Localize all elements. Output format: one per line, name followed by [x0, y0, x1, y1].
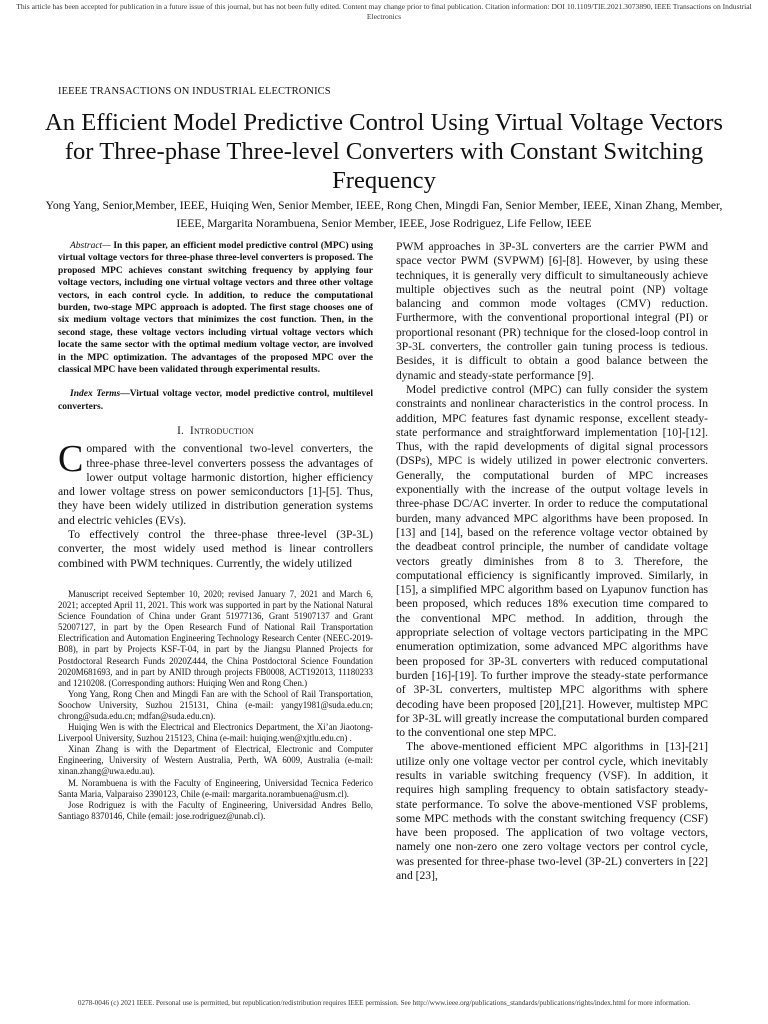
- publication-notice: This article has been accepted for publication in a future issue of this journal, but has not been fully edited. Content may change prior to final publication. Citation information: DOI 10.1109/TIE.2021.3073890, IEEE Transactions on Industrial Electronics: [16, 2, 752, 21]
- body-paragraph: Model predictive control (MPC) can fully consider the system constraints and nonlinear characteristics in the control process. In addition, MPC features fast dynamic response, excellent steady-state performance and straightforward implementation [10]-[12]. Thus, with the rapid developments of digital signal processors (DSPs), MPC is widely utilized in power electronic converters. Generally, the computational burden of MPC increases exponentially with the increase of the output voltage levels in three-phase DC/AC inverter. In order to reduce the computational burden, many advanced MPC algorithms have been proposed. In [13] and [14], based on the reference voltage vector obtained by the deadbeat control principle, the number of candidate voltage vectors greatly diminishes from 8 to 3. Therefore, the computational efficiency is significantly improved. Similarly, in [15], a simplified MPC algorithm based on Lyapunov function has been proposed, which reduces 18% execution time compared to the conventional MPC method. In addition, through the appropriate selection of voltage vectors participating in the MPC enumeration optimization, some advanced MPC algorithms have been proposed for 3P-3L converters with reduced computational burden [16]-[19]. To further improve the steady-state performance of 3P-3L converters, multistep MPC algorithms with sphere decoding have been proposed [20],[21]. However, multistep MPC for 3P-3L will greatly increase the computational burden compared to the conventional one step MPC.: [396, 382, 708, 740]
- paper-title: An Efficient Model Predictive Control Using Virtual Voltage Vectors for Three-phase Three-level Converters with Constant Switching Frequency: [45, 109, 723, 194]
- abstract: [58, 240, 373, 376]
- abstract-label: Abstract—: [70, 241, 111, 251]
- left-column: [58, 240, 373, 822]
- drop-cap: C: [58, 438, 84, 481]
- intro-paragraph-1: [58, 438, 373, 528]
- footnote-affiliation: Huiqing Wen is with the Electrical and Electronics Department, the Xi’an Jiaotong-Liverpool University, Suzhou 215123, China (e-mail: huiqing.wen@xjtlu.edu.cn) .: [58, 722, 373, 744]
- intro-paragraph-1-text: ompared with the conventional two-level converters, the three-phase three-level converters possess the advantages of lower output voltage harmonic distortion, higher efficiency and lower voltage stress on power semiconductors [1]-[5]. Thus, they have been widely utilized in distribution generation systems and electric vehicles (EVs).: [58, 442, 373, 527]
- right-column: [396, 240, 708, 883]
- index-terms-label: Index Terms—: [70, 389, 130, 400]
- footnote-affiliation: Yong Yang, Rong Chen and Mingdi Fan are with the School of Rail Transportation, Soochow University, Suzhou 215131, China (e-mail: yangy1981@suda.edu.cn; chrong@suda.edu.cn; mdfan@suda.edu.cn).: [58, 688, 373, 721]
- copyright-footer: 0278-0046 (c) 2021 IEEE. Personal use is permitted, but republication/redistribution requires IEEE permission. See http://www.ieee.org/publications_standards/publications/rights/index.html for more information.: [77, 999, 691, 1007]
- section-title: Introduction: [190, 425, 254, 438]
- footnotes: [58, 589, 373, 822]
- footnote-affiliation: M. Norambuena is with the Faculty of Engineering, Universidad Tecnica Federico Santa Maria, Valparaiso 2390123, Chile (e-mail: margarita.norambuena@usm.cl).: [58, 777, 373, 799]
- footnote-affiliation: Xinan Zhang is with the Department of Electrical, Electronic and Computer Engineering, University of Western Australia, Perth, WA 6009, Australia (e-mail: xinan.zhang@uwa.edu.au).: [58, 744, 373, 777]
- section-number: I.: [177, 425, 185, 438]
- body-paragraph: PWM approaches in 3P-3L converters are the carrier PWM and space vector PWM (SVPWM) [6]-[8]. However, by using these techniques, it is generally very difficult to simultaneously achieve multiple objectives such as the neutral point (NP) voltage balancing and common mode voltages (CMV) reduction. Furthermore, with the conventional proportional integral (PI) or proportional resonant (PR) technique for the closed-loop control in 3P-3L converters, the controller gain tuning process is tedious. Besides, it is difficult to obtain a good balance between the dynamic and steady-state performance [9].: [396, 240, 708, 382]
- footnote-affiliation: Jose Rodriguez is with the Faculty of Engineering, Universidad Andres Bello, Santiago 8370146, Chile (email: jose.rodriguez@unab.cl).: [58, 799, 373, 821]
- author-list: Yong Yang, Senior,Member, IEEE, Huiqing Wen, Senior Member, IEEE, Rong Chen, Mingdi Fan, Senior Member, IEEE, Xinan Zhang, Member, IEEE, Margarita Norambuena, Senior Member, IEEE, Jose Rodriguez, Life Fellow, IEEE: [45, 199, 723, 230]
- body-paragraph: The above-mentioned efficient MPC algorithms in [13]-[21] utilize only one voltage vector per control cycle, which inevitably results in variable switching frequency (VSF). In addition, it requires high sampling frequency to obtain satisfactory steady-state performance. To solve the above-mentioned VSF problems, some MPC methods with the constant switching frequency (CSF) have been proposed. The application of two voltage vectors, namely one non-zero one zero voltage vectors per control cycle, was presented for three-phase two-level (3P-2L) converters in [22] and [23],: [396, 740, 708, 883]
- journal-header: IEEEE TRANSACTIONS ON INDUSTRIAL ELECTRONICS: [58, 86, 331, 97]
- footnote-manuscript: Manuscript received September 10, 2020; revised January 7, 2021 and March 6, 2021; accepted April 11, 2021. This work was supported in part by the National Natural Science Foundation of China under Grant 51977136, Grant 51907137 and Grant 52007127, in part by the Open Research Fund of National Rail Transportation Electrification and Automation Engineering Technology Research Center (NEEC-2019-B08), in part by Projects KSF-T-04, in part by the Jiangsu Planned Projects for Postdoctoral Research Funds 2020Z444, the China Postdoctoral Science Foundation 2020M681693, and in part by ANID through projects FB0008, ACT192013, 11180233 and 1210208. (Corresponding authors: Huiqing Wen and Rong Chen.): [58, 588, 373, 688]
- abstract-text: In this paper, an efficient model predictive control (MPC) using virtual voltage vectors for three-phase three-level converters is proposed. The proposed MPC achieves constant switching frequency by applying four voltage vectors, including one virtual voltage vectors and three other voltage vectors, in each control cycle. In addition, to reduce the computational burden, two-stage MPC approach is adopted. The first stage chooses one of six medium voltage vectors that minimizes the cost function. Then, in the second stage, these voltage vectors including virtual voltage vectors which locate the same sector with the optimal medium voltage vector, are involved in the MPC optimization. The advantages of the proposed MPC over the classical MPC have been validated through experimental results.: [58, 241, 373, 376]
- index-terms: [58, 388, 373, 413]
- section-heading-introduction: [58, 425, 373, 437]
- index-terms-text: Virtual voltage vector, model predictive control, multilevel converters.: [58, 389, 373, 412]
- intro-paragraph-2: To effectively control the three-phase three-level (3P-3L) converter, the most widely used method is linear controllers combined with PWM techniques. Currently, the widely utilized: [58, 528, 373, 570]
